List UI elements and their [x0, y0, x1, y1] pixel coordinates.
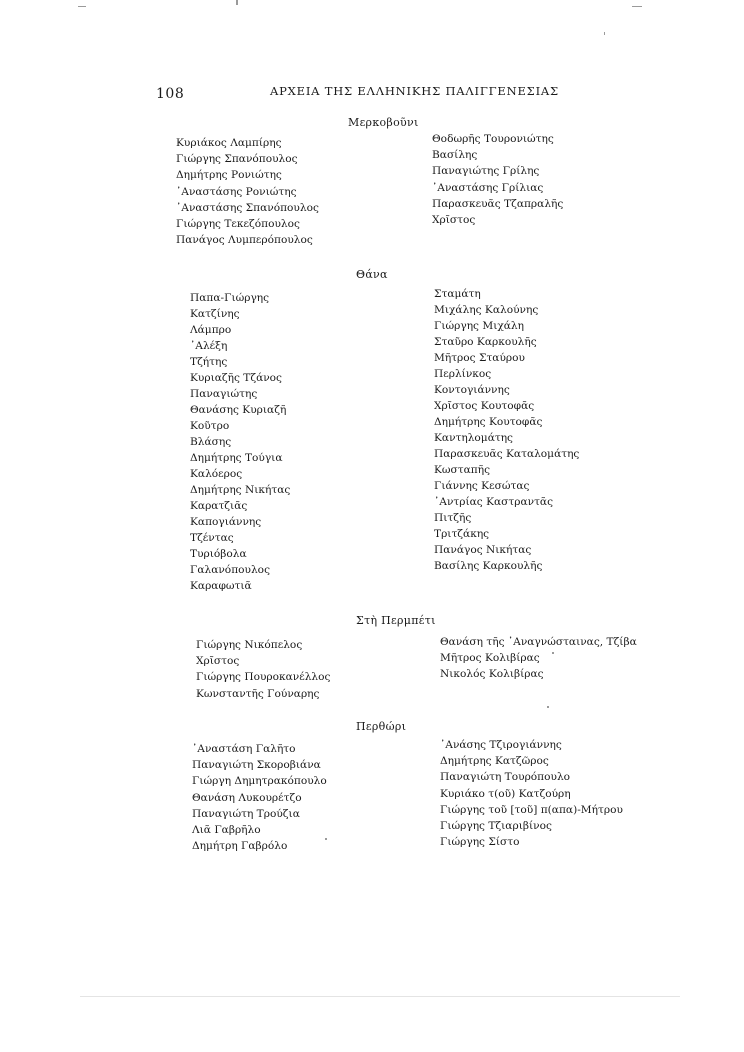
- list-item: Χρῖστος Κουτοφᾶς: [434, 400, 535, 412]
- list-item: Χρῖστος: [196, 655, 240, 668]
- list-item: Παναγιώτη Τρούζια: [192, 807, 300, 820]
- list-item: Γιώργης Τζιαριβίνος: [440, 819, 552, 832]
- list-item: Κυριάκο τ(οῦ) Κατζούρη: [440, 787, 571, 800]
- scan-mark-top-center: [236, 0, 238, 5]
- scan-mark-top-left: [78, 6, 86, 7]
- list-item: Περλίνκος: [434, 368, 492, 380]
- list-item: Τζέντας: [190, 532, 234, 544]
- section-title-perthori: Περθώρι: [356, 720, 407, 733]
- list-item: Δημήτρης Κατζῶρος: [440, 755, 549, 768]
- list-item: Γιώργη Δημητρακόπουλο: [192, 775, 327, 788]
- list-item: Πανάγος Λυμπερόπουλος: [176, 234, 313, 247]
- list-item: Δημήτρης Ρονιώτης: [176, 169, 282, 182]
- list-item: Γιώργης Σπανόπουλος: [176, 153, 298, 166]
- list-item: Πανάγος Νικήτας: [434, 544, 532, 556]
- list-item: Παπα-Γιώργης: [190, 292, 270, 304]
- list-item: ᾿Αναστάσης Σπανόπουλος: [176, 201, 319, 214]
- list-item: Παναγιώτης Γρίλης: [432, 165, 540, 178]
- list-item: Παναγιώτης: [190, 388, 258, 400]
- list-item: Κυριαζῆς Τζάνος: [190, 372, 282, 384]
- list-item: Καραφωτιᾶ: [190, 580, 252, 592]
- list-item: Γιώργης Σίστο: [440, 836, 520, 849]
- list-item: Καντηλομάτης: [434, 432, 513, 444]
- list-item: Θανάση Λυκουρέτζο: [192, 791, 302, 804]
- list-item: ᾿Αναστάσης Ρονιώτης: [176, 185, 297, 198]
- list-item: Καπογιάννης: [190, 516, 262, 528]
- list-item: Καλόερος: [190, 468, 243, 480]
- scan-mark-right-edge: [604, 32, 605, 35]
- list-item: Θοδωρῆς Τουρονιώτης: [432, 133, 554, 145]
- list-item: Παναγιώτη Τουρόπουλο: [440, 771, 571, 784]
- list-item: Κατζίνης: [190, 308, 240, 320]
- list-item: Νικολός Κολιβίρας: [440, 668, 544, 681]
- list-item: Θανάση τῆς ᾿Αναγνώσταινας, Τζίβα: [440, 636, 637, 648]
- list-item: Πιτζῆς: [434, 512, 472, 524]
- list-item: ᾿Αλέξη: [190, 340, 228, 352]
- list-item: Μιχάλης Καλούνης: [434, 304, 539, 316]
- permpeti-right-list: [440, 634, 637, 683]
- list-item: Λιᾶ Γαβρῆλο: [192, 823, 261, 836]
- list-item: ᾿Αναστάση Γαλῆτο: [192, 743, 296, 755]
- list-item: Δημήτρης Τούγια: [190, 452, 283, 464]
- list-item: Δημήτρη Γαβρόλο: [192, 840, 288, 853]
- section-title-thana: Θάνα: [356, 268, 388, 281]
- list-item: Χρῖστος: [432, 213, 476, 226]
- list-item: Παρασκευᾶς Καταλομάτης: [434, 448, 580, 460]
- scan-mark-top-right: [632, 6, 642, 7]
- list-item: Βασίλης Καρκουλῆς: [434, 560, 543, 572]
- list-item: Μῆτρος Σταύρου: [434, 352, 525, 364]
- perthori-left-list: [192, 741, 327, 854]
- list-item: Θανάσης Κυριαζῆ: [190, 404, 287, 416]
- merkovouni-left-list: [176, 135, 319, 248]
- list-item: ᾿Ανάσης Τζιρογιάννης: [440, 739, 562, 751]
- thana-left-list: [190, 290, 290, 594]
- list-item: Γιάννης Κεσώτας: [434, 480, 530, 492]
- list-item: Δημήτρης Κουτοφᾶς: [434, 416, 543, 428]
- page-number: 108: [156, 86, 185, 102]
- scan-mark-bottom-line: [80, 996, 680, 997]
- list-item: Κωνσταντῆς Γούναρης: [196, 687, 320, 700]
- list-item: Λάμπρο: [190, 324, 232, 336]
- list-item: Τριτζάκης: [434, 528, 490, 540]
- list-item: Κωσταπῆς: [434, 464, 491, 476]
- perthori-right-list: [440, 737, 623, 850]
- section-title-permpeti: Στὴ Περμπέτι: [356, 614, 436, 627]
- thana-right-list: [434, 286, 579, 574]
- section-title-merkovouni: Μερκοβοῦνι: [348, 116, 419, 129]
- list-item: Σταῦρο Καρκουλῆς: [434, 336, 537, 348]
- running-header: ΑΡΧΕΙΑ ΤΗΣ ΕΛΛΗΝΙΚΗΣ ΠΑΛΙΓΓΕΝΕΣΙΑΣ: [270, 84, 559, 98]
- merkovouni-right-list: [432, 131, 563, 228]
- list-item: Γαλανόπουλος: [190, 564, 270, 576]
- list-item: Τυριόβολα: [190, 548, 247, 560]
- list-item: Κυριάκος Λαμπίρης: [176, 137, 282, 149]
- scan-dot: [547, 706, 549, 708]
- list-item: Γιώργης Τεκεζόπουλος: [176, 217, 300, 230]
- list-item: Μῆτρος Κολιβίρας: [440, 652, 540, 665]
- list-item: Καρατζιᾶς: [190, 500, 248, 512]
- list-item: Παρασκευᾶς Τζαπραλῆς: [432, 197, 564, 210]
- list-item: Γιώργης Μιχάλη: [434, 320, 524, 332]
- list-item: Κοῦτρο: [190, 420, 230, 432]
- list-item: Τζήτης: [190, 356, 228, 368]
- list-item: Βλάσης: [190, 436, 232, 448]
- list-item: Σταμάτη: [434, 288, 481, 300]
- list-item: Γιώργης τοῦ [τοῦ] π(απα)-Μήτρου: [440, 803, 623, 816]
- list-item: Δημήτρης Νικήτας: [190, 484, 291, 496]
- list-item: ᾿Αντρίας Καστραντᾶς: [434, 496, 554, 508]
- list-item: Γιώργης Πουροκανέλλος: [196, 671, 331, 684]
- list-item: ᾿Αναστάσης Γρίλιας: [432, 181, 544, 194]
- list-item: Κοντογιάννης: [434, 384, 510, 396]
- permpeti-left-list: [196, 637, 330, 702]
- list-item: Βασίλης: [432, 149, 478, 162]
- list-item: Γιώργης Νικόπελος: [196, 639, 303, 651]
- list-item: Παναγιώτη Σκοροβιάνα: [192, 759, 321, 772]
